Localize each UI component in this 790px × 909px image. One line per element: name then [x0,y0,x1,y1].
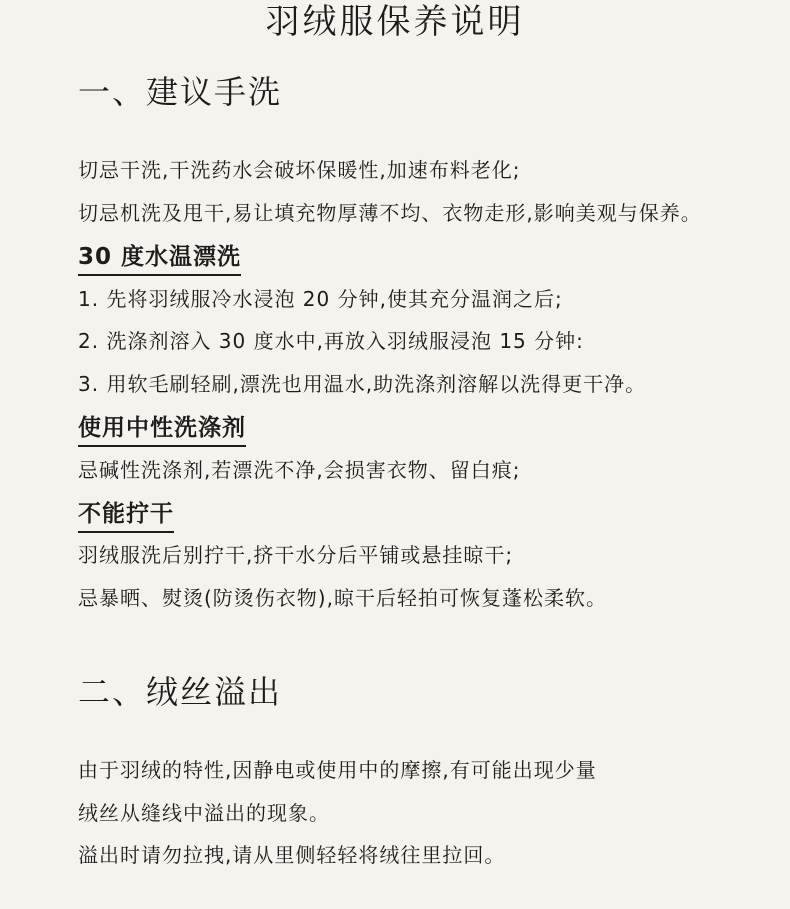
text-line: 切忌干洗,干洗药水会破坏保暖性,加速布料老化; [78,158,521,182]
text-line: 溢出时请勿拉拽,请从里侧轻轻将绒往里拉回。 [78,843,506,867]
text-line: 忌碱性洗涤剂,若漂洗不净,会损害衣物、留白痕; [78,458,521,482]
text-line: 2. 洗涤剂溶入 30 度水中,再放入羽绒服浸泡 15 分钟: [78,329,584,353]
text-line: 羽绒服洗后别拧干,挤干水分后平铺或悬挂晾干; [78,543,514,567]
section-heading-down-leakage: 二、绒丝溢出 [78,673,283,711]
text-line: 绒丝从缝线中溢出的现象。 [78,801,330,825]
text-line: 3. 用软毛刷轻刷,漂洗也用温水,助洗涤剂溶解以洗得更干净。 [78,372,647,396]
text-line: 忌暴晒、熨烫(防烫伤衣物),晾干后轻拍可恢复蓬松柔软。 [78,586,607,610]
text-line: 切忌机洗及甩干,易让填充物厚薄不均、衣物走形,影响美观与保养。 [78,201,702,225]
subheading-neutral-detergent: 使用中性洗涤剂 [78,413,246,447]
section-heading-hand-wash: 一、建议手洗 [78,73,283,111]
text-line: 1. 先将羽绒服冷水浸泡 20 分钟,使其充分温润之后; [78,287,563,311]
page-title: 羽绒服保养说明 [265,2,525,42]
text-line: 由于羽绒的特性,因静电或使用中的摩擦,有可能出现少量 [78,758,597,782]
subheading-water-temperature: 30 度水温漂洗 [78,242,241,276]
subheading-do-not-wring: 不能拧干 [78,499,174,533]
